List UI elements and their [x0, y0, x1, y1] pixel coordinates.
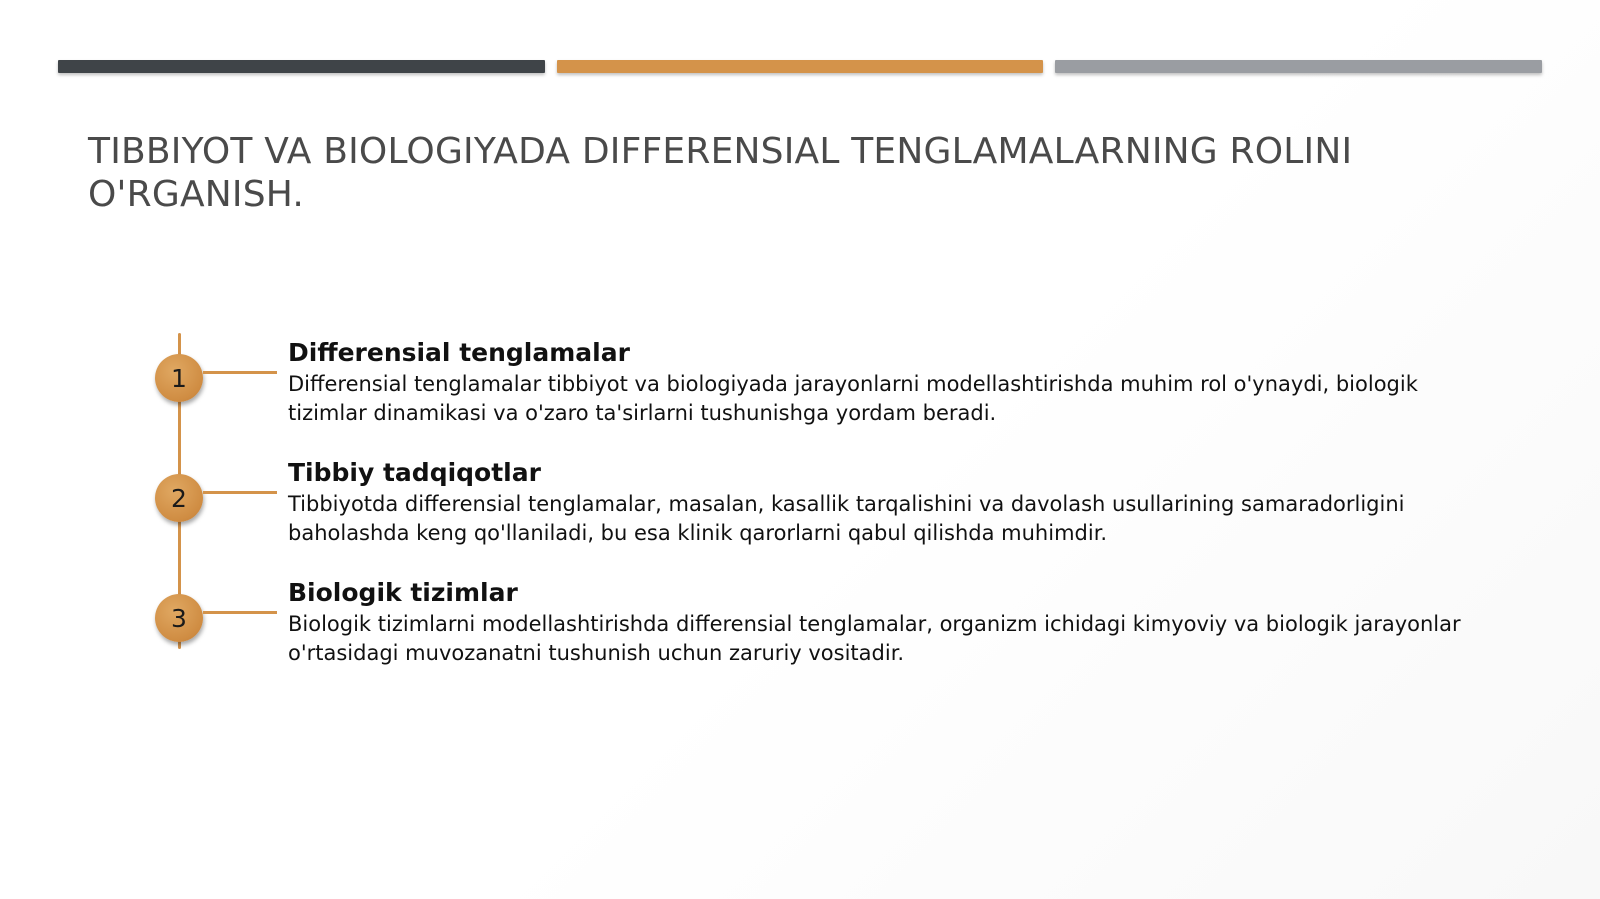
step-connector [203, 611, 277, 614]
step-number-badge [155, 354, 203, 402]
step-connector [203, 491, 277, 494]
timeline-item-3 [0, 580, 1600, 680]
step-text [288, 336, 1488, 428]
step-number: 2 [171, 483, 187, 513]
step-number-badge [155, 594, 203, 642]
timeline-item-2 [0, 460, 1600, 560]
step-connector [203, 371, 277, 374]
step-description: Tibbiyotda differensial tenglamalar, masalan, kasallik tarqalishini va davolash usullarining samaradorligini baholashda keng qo'llaniladi, bu esa klinik qarorlarni qabul qilishda muhimdir. [288, 492, 1405, 545]
step-title: Differensial tenglamalar [288, 338, 630, 367]
step-text [288, 576, 1488, 668]
timeline-item-1 [0, 340, 1600, 440]
slide-title: TIBBIYOT VA BIOLOGIYADA DIFFERENSIAL TENGLAMALARNING ROLINI O'RGANISH. [88, 131, 1353, 215]
step-description: Biologik tizimlarni modellashtirishda differensial tenglamalar, organizm ichidagi kimyoviy va biologik jarayonlar o'rtasidagi muvozanatni tushunish uchun zaruriy vositadir. [288, 612, 1461, 665]
step-number: 1 [171, 363, 187, 393]
step-number: 3 [171, 603, 187, 633]
step-description: Differensial tenglamalar tibbiyot va biologiyada jarayonlarni modellashtirishda muhim rol o'ynaydi, biologik tizimlar dinamikasi va o'zaro ta'sirlarni tushunishga yordam beradi. [288, 372, 1418, 425]
step-title: Biologik tizimlar [288, 578, 518, 607]
step-number-badge [155, 474, 203, 522]
step-text [288, 456, 1488, 548]
step-title: Tibbiy tadqiqotlar [288, 458, 541, 487]
